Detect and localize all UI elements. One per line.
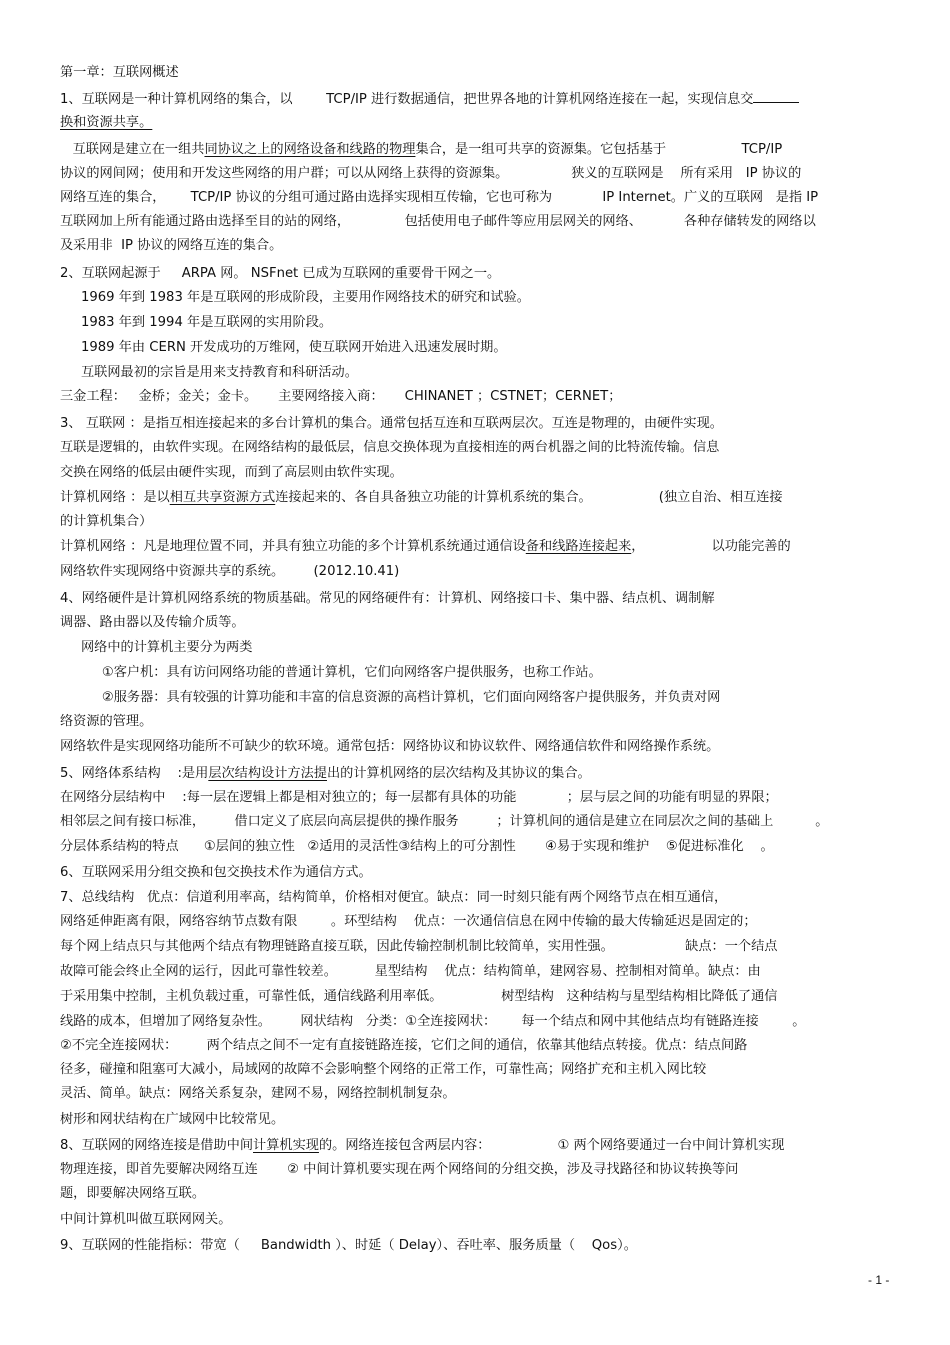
text-line: [60, 1010, 892, 1034]
text-line: [60, 1182, 892, 1206]
text-segment: [165, 766, 178, 781]
text-segment: ，: [631, 539, 645, 554]
text-segment: ①客户机：具有访问网络功能的普通计算机，它们向网络客户提供服务，也称工作站。: [60, 665, 602, 680]
text-segment: Bandwidth ）、时延（ Delay）、吞吐率、服务质量（: [260, 1238, 580, 1253]
text-line: [60, 336, 892, 360]
text-line: [60, 661, 892, 685]
text-line: [60, 587, 892, 611]
text-segment: 互联网最初的宗旨是用来支持教育和科研活动。: [60, 365, 358, 380]
text-segment: [177, 1038, 206, 1053]
text-segment: ARPA 网。 NSFnet 已成为互联网的重要骨干网之一。: [181, 266, 501, 281]
text-segment: [763, 1014, 792, 1029]
text-segment: [496, 1014, 521, 1029]
underlined-text: 计算机实现: [253, 1138, 319, 1153]
text-segment: [350, 214, 405, 229]
text-segment: 这种结构与星型结构相比降低了通信: [566, 989, 778, 1004]
text-segment: [737, 166, 745, 181]
text-segment: 8、互联网的网络连接是借助中间: [60, 1138, 254, 1153]
text-segment: 出的计算机网络的层次结构及其协议的集合。: [327, 766, 591, 781]
page-number: - 1 -: [868, 1273, 890, 1287]
text-segment: 主要网络接入商：: [278, 389, 384, 404]
text-segment: 相邻层之间有接口标准，: [60, 814, 206, 829]
text-line: [60, 810, 892, 834]
text-segment: [508, 166, 571, 181]
text-line: [60, 162, 892, 186]
text-segment: 包括使用电子邮件等应用层网关的网络、: [404, 214, 642, 229]
text-segment: [490, 1138, 557, 1153]
text-segment: 每一个结点和网中其他结点均有链路连接: [521, 1014, 763, 1029]
text-segment: [521, 790, 567, 805]
text-segment: 分层体系结构的特点: [60, 839, 183, 854]
text-segment: [401, 914, 414, 929]
text-segment: 树形和网状结构在广域网中比较常见。: [60, 1112, 285, 1127]
text-segment: [262, 1162, 287, 1177]
text-segment: [748, 839, 761, 854]
text-segment: 优点：结构简单，建网容易、控制相对简单。缺点：由: [444, 964, 761, 979]
text-segment: 6、互联网采用分组交换和包交换技术作为通信方式。: [60, 865, 372, 880]
text-segment: [139, 890, 147, 905]
text-segment: 5、网络体系结构: [60, 766, 165, 781]
text-segment: 缺点：一个结点: [685, 939, 778, 954]
text-segment: 互联网是建立在一组共: [60, 142, 205, 157]
text-segment: 7、总线结构: [60, 890, 139, 905]
text-line: [60, 1234, 892, 1258]
fill-in-blank: [753, 88, 799, 103]
text-segment: (2012.10.41): [313, 564, 400, 579]
text-segment: ②服务器：具有较强的计算功能和丰富的信息资源的高档计算机，它们面向网络客户提供服务，并负责对网: [60, 690, 721, 705]
text-line: [60, 835, 892, 859]
text-segment: [653, 839, 666, 854]
text-segment: ②适用的灵活性③结构上的可分割性: [307, 839, 520, 854]
text-segment: 3、 互联网 ：是指互相连接起来的多台计算机的集合。通常包括互连和互联两层次。互连是物理的，由硬件实现。: [60, 416, 723, 431]
text-segment: IP 协议的网络互连的集合。: [121, 238, 283, 253]
text-segment: 调器、路由器以及传输介质等。: [60, 615, 245, 630]
text-segment: [357, 1014, 365, 1029]
text-segment: 1、互联网是一种计算机网络的集合，以: [60, 92, 297, 107]
text-line: [60, 636, 892, 660]
text-segment: 。: [760, 839, 774, 854]
text-segment: 中间计算机叫做互联网网关。: [60, 1212, 232, 1227]
text-line: [60, 786, 892, 810]
text-line: [60, 286, 892, 310]
text-line: [60, 61, 892, 85]
text-segment: [552, 190, 602, 205]
text-line: [60, 436, 892, 460]
text-segment: 及采用非: [60, 238, 117, 253]
text-line: [60, 735, 892, 759]
text-segment: 是指 IP: [775, 190, 819, 205]
text-segment: ②不完全连接网状：: [60, 1038, 178, 1053]
text-segment: 计算机网络 ：是以: [60, 490, 170, 505]
text-segment: 。: [815, 814, 829, 829]
text-line: [60, 88, 892, 112]
text-line: [60, 762, 892, 786]
text-segment: 2、互联网起源于: [60, 266, 165, 281]
text-line: [60, 138, 892, 162]
text-segment: 网络互连的集合，: [60, 190, 166, 205]
text-segment: 线路的成本，但增加了网络复杂性。: [60, 1014, 271, 1029]
text-segment: 网络延伸距离有限，网络容纳节点数有限: [60, 914, 302, 929]
text-segment: 协议的网间网；使用和开发这些网络的用户群；可以从网络上获得的资源集。: [60, 166, 509, 181]
text-segment: 互联是逻辑的，由软件实现。在网络结构的最低层，信息交换体现为直接相连的两台机器之间的比特流传输。信息: [60, 440, 720, 455]
text-segment: CHINANET ；CSTNET；CERNET；: [404, 389, 622, 404]
text-segment: [777, 814, 815, 829]
text-line: [60, 412, 892, 436]
text-line: [60, 1082, 892, 1106]
text-segment: 树型结构: [501, 989, 559, 1004]
text-line: [60, 560, 892, 584]
text-segment: 三金工程：: [60, 389, 126, 404]
text-line: [60, 486, 892, 510]
text-segment: 。环型结构: [330, 914, 402, 929]
text-segment: 络资源的管理。: [60, 714, 153, 729]
text-segment: 交换在网络的低层由硬件实现，而到了高层则由软件实现。: [60, 465, 403, 480]
text-line: [60, 1134, 892, 1158]
text-line: [60, 1108, 892, 1132]
text-segment: [520, 839, 545, 854]
text-line: [60, 361, 892, 385]
text-line: [60, 861, 892, 885]
text-segment: :每一层在逻辑上都是相对独立的；每一层都有具体的功能: [182, 790, 521, 805]
text-segment: ④易于实现和维护: [545, 839, 654, 854]
text-segment: 两个结点之间不一定有直接链路连接，它们之间的通信，依靠其他结点转接。优点：结点间路: [206, 1038, 748, 1053]
text-segment: 题，即要解决网络互联。: [60, 1186, 206, 1201]
text-segment: ② 中间计算机要实现在两个网络间的分组交换，涉及寻找路径和协议转换等问: [287, 1162, 739, 1177]
text-segment: [642, 214, 684, 229]
text-segment: [271, 1014, 300, 1029]
text-line: [60, 960, 892, 984]
text-line: [60, 510, 892, 534]
text-segment: ；计算机间的通信是建立在同层次之间的基础上: [496, 814, 778, 829]
text-segment: 1989 年由 CERN 开发成功的万维网，使互联网开始进入迅速发展时期。: [60, 340, 507, 355]
text-segment: 连接起来的、各自具备独立功能的计算机系统的集合。: [275, 490, 592, 505]
text-segment: TCP/IP: [741, 142, 783, 157]
text-segment: [644, 539, 711, 554]
text-segment: [384, 389, 405, 404]
text-segment: 优点：一次通信信息在网中传输的最大传输延迟是固定的；: [413, 914, 757, 929]
text-segment: [244, 1238, 261, 1253]
text-segment: [337, 964, 375, 979]
text-line: [60, 1158, 892, 1182]
text-segment: IP 协议的: [745, 166, 802, 181]
text-segment: 网络中的计算机主要分为两类: [60, 640, 253, 655]
text-segment: [257, 389, 278, 404]
text-segment: 星型结构: [374, 964, 432, 979]
text-segment: [297, 92, 326, 107]
underlined-text: 同协议之上的网络设备和线路的物理: [204, 142, 416, 157]
text-segment: 所有采用: [680, 166, 738, 181]
underlined-text: 备和线路连接起来: [525, 539, 632, 554]
text-segment: 各种存储转发的网络以: [683, 214, 816, 229]
underlined-text: 换和资源共享。: [60, 115, 153, 130]
text-segment: [126, 389, 139, 404]
text-segment: [670, 142, 741, 157]
text-segment: [592, 490, 659, 505]
text-segment: ⑤促进标准化: [665, 839, 748, 854]
text-segment: 的。网络连接包含两层内容：: [318, 1138, 491, 1153]
text-line: [60, 535, 892, 559]
text-segment: 在网络分层结构中: [60, 790, 170, 805]
text-segment: TCP/IP 协议的分组可通过路由选择实现相互传输，它也可称为: [190, 190, 553, 205]
underlined-text: 层次结构设计方法提: [208, 766, 327, 781]
text-segment: 第一章：互联网概述: [60, 65, 179, 80]
text-segment: 金桥；金关；金卡。: [138, 389, 258, 404]
text-segment: 网状结构: [300, 1014, 358, 1029]
text-segment: [664, 166, 681, 181]
text-segment: 互联网加上所有能通过路由选择至目的站的网络，: [60, 214, 351, 229]
text-segment: IP Internet。广义的互联网: [602, 190, 768, 205]
text-line: [60, 910, 892, 934]
text-segment: [205, 814, 234, 829]
text-line: [60, 385, 892, 409]
text-segment: 4、网络硬件是计算机网络系统的物质基础。常见的网络硬件有：计算机、网络接口卡、集中器、结点机、调制解: [60, 591, 715, 606]
text-segment: 每个网上结点只与其他两个结点有物理链路直接互联，因此传输控制机制比较简单，实用性强。: [60, 939, 614, 954]
text-line: [60, 210, 892, 234]
text-segment: (独立自治、相互连接: [658, 490, 783, 505]
text-line: [60, 686, 892, 710]
text-segment: 9、互联网的性能指标：带宽（: [60, 1238, 245, 1253]
text-segment: 分类：①全连接网状：: [365, 1014, 497, 1029]
text-segment: [432, 964, 445, 979]
text-line: [60, 886, 892, 910]
text-segment: 网络软件实现网络中资源共享的系统。: [60, 564, 285, 579]
text-segment: 借口定义了底层向高层提供的操作服务: [234, 814, 463, 829]
text-segment: 于采用集中控制，主机负载过重，可靠性低，通信线路利用率低。: [60, 989, 443, 1004]
text-line: [60, 311, 892, 335]
text-segment: 网络软件是实现网络功能所不可缺少的软环境。通常包括：网络协议和协议软件、网络通信软件和网络操作系统。: [60, 739, 720, 754]
text-line: [60, 1208, 892, 1232]
text-line: [60, 461, 892, 485]
text-line: [60, 186, 892, 210]
text-line: [60, 935, 892, 959]
text-segment: 1969 年到 1983 年是互联网的形成阶段，主要用作网络技术的研究和试验。: [60, 290, 530, 305]
text-segment: [165, 266, 182, 281]
underlined-text: 相互共享资源方式: [169, 490, 276, 505]
text-line: [60, 710, 892, 734]
text-segment: :是用: [177, 766, 209, 781]
text-segment: [579, 1238, 592, 1253]
text-segment: 。: [792, 1014, 806, 1029]
text-segment: [767, 190, 775, 205]
text-segment: 计算机网络 ：凡是地理位置不同，并具有独立功能的多个计算机系统通过通信设: [60, 539, 526, 554]
text-segment: [302, 914, 331, 929]
text-line: [60, 111, 892, 135]
text-segment: 故障可能会终止全网的运行，因此可靠性较差。: [60, 964, 337, 979]
text-line: [60, 985, 892, 1009]
text-segment: 1983 年到 1994 年是互联网的实用阶段。: [60, 315, 333, 330]
text-segment: Qos）。: [591, 1238, 637, 1253]
text-segment: [463, 814, 497, 829]
text-line: [60, 262, 892, 286]
text-line: [60, 611, 892, 635]
text-segment: ；层与层之间的功能有明显的界限；: [566, 790, 778, 805]
text-line: [60, 234, 892, 258]
text-segment: 径多，碰撞和阻塞可大减小，局域网的故障不会影响整个网络的正常工作，可靠性高；网络扩充和主机入网比较: [60, 1062, 707, 1077]
text-segment: ①层间的独立性: [203, 839, 299, 854]
text-segment: 狭义的互联网是: [571, 166, 664, 181]
text-line: [60, 1034, 892, 1058]
text-segment: 优点：信道利用率高，结构简单，价格相对便宜。缺点：同一时刻只能有两个网络节点在相互通信，: [146, 890, 728, 905]
text-segment: [284, 564, 313, 579]
text-segment: 集合，是一组可共享的资源集。它包括基于: [415, 142, 671, 157]
text-segment: 的计算机集合）: [60, 514, 153, 529]
text-segment: 物理连接，即首先要解决网络互连: [60, 1162, 263, 1177]
text-segment: ① 两个网络要通过一台中间计算机实现: [557, 1138, 785, 1153]
text-segment: [442, 989, 501, 1004]
text-segment: 灵活、简单。缺点：网络关系复杂，建网不易，网络控制机制复杂。: [60, 1086, 456, 1101]
text-segment: [170, 790, 183, 805]
text-segment: [614, 939, 685, 954]
text-line: [60, 1058, 892, 1082]
text-segment: [183, 839, 204, 854]
text-segment: 以功能完善的: [711, 539, 791, 554]
text-segment: TCP/IP 进行数据通信，把世界各地的计算机网络连接在一起，实现信息交: [326, 92, 754, 107]
text-segment: [166, 190, 191, 205]
